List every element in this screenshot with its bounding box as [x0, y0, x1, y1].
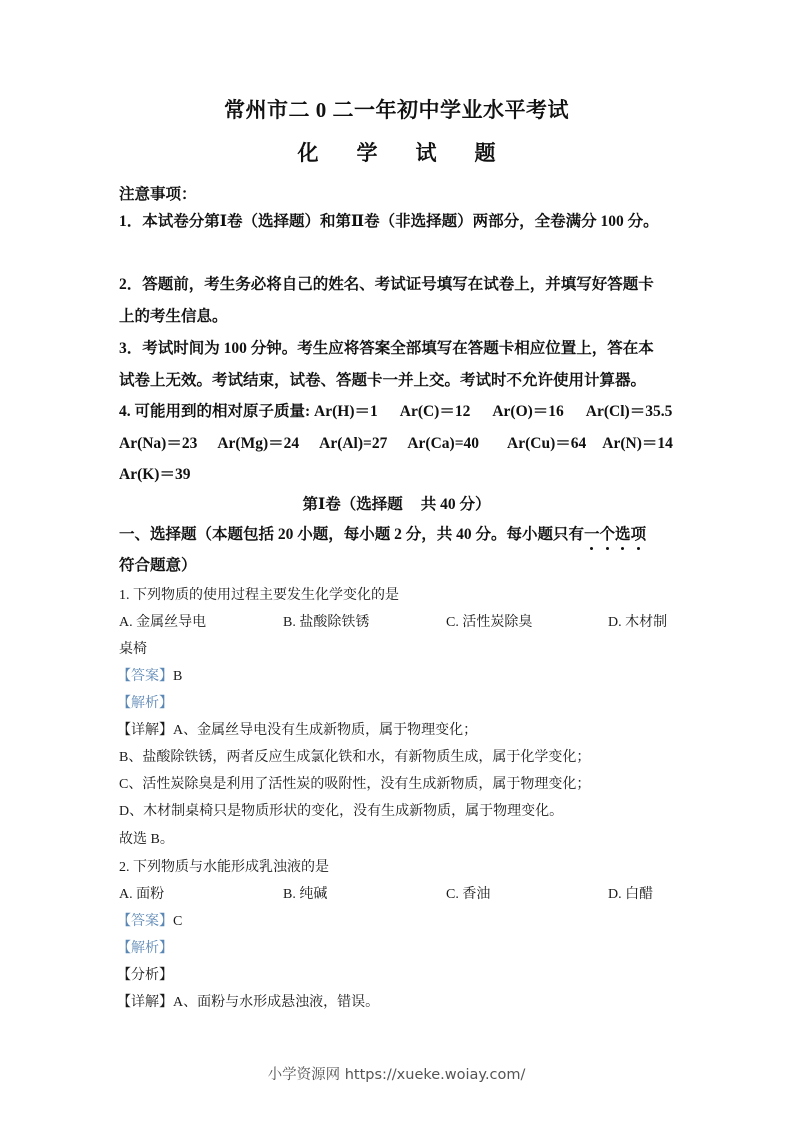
question-1-detail-line: 【详解】A、金属丝导电没有生成新物质，属于物理变化； — [117, 723, 478, 738]
note-item-3-line-1: 3．考试时间为 100 分钟。考生应将答案全部填写在答题卡相应位置上，答在本 — [119, 340, 654, 357]
note-item-4-line-1 — [119, 399, 672, 421]
option-d: D. 白醋 — [608, 887, 654, 902]
atomic-mass: Ar(Al)=27 — [319, 435, 388, 452]
emphasis-char: 个 — [600, 522, 616, 544]
question-1-detail-line: B、盐酸除铁锈，两者反应生成氯化铁和水，有新物质生成，属于化学变化； — [119, 750, 591, 765]
note-item-2-line-1: 2．答题前，考生务必将自己的姓名、考试证号填写在试卷上，并填写好答题卡 — [119, 276, 654, 293]
subtitle-char: 题 — [474, 141, 496, 165]
option-a: A. 面粉 — [119, 887, 165, 902]
option-c: C. 活性炭除臭 — [446, 615, 533, 630]
atomic-mass: Ar(C)＝12 — [399, 403, 471, 420]
exam-subtitle — [0, 137, 793, 167]
question-1-analysis-tag: 【解析】 — [117, 696, 173, 711]
atomic-mass: Ar(Na)＝23 — [119, 435, 198, 452]
section-instruction-line-1: 一、选择题（本题包括 20 小题，每小题 2 分，共 40 分。每小题只有一个选项 — [119, 522, 646, 544]
question-2-answer — [117, 910, 182, 930]
section-title: 第Ⅰ卷（选择题 共 40 分） — [302, 496, 491, 513]
atomic-mass: Ar(Ca)=40 — [407, 435, 480, 452]
answer-value: B — [173, 669, 183, 684]
note-item-1: 1．本试卷分第Ⅰ卷（选择题）和第Ⅱ卷（非选择题）两部分，全卷满分 100 分。 — [119, 213, 659, 230]
subtitle-char: 试 — [415, 141, 437, 165]
footer-watermark: 小学资源网 https://xueke.woiay.com/ — [267, 1067, 526, 1083]
atomic-mass: Ar(K)＝39 — [119, 466, 191, 483]
atomic-mass: Ar(Mg)＝24 — [217, 435, 300, 452]
atomic-mass-prefix: 4. 可能用到的相对原子质量: — [119, 403, 315, 420]
emphasis-char: 一 — [584, 522, 600, 544]
atomic-mass: Ar(H)＝1 — [314, 403, 378, 420]
option-d: D. 木材制 — [608, 615, 668, 630]
note-item-4-line-2 — [119, 431, 673, 453]
atomic-mass: Ar(O)＝16 — [492, 403, 564, 420]
answer-tag: 【答案】 — [117, 669, 173, 684]
option-b: B. 纯碱 — [283, 887, 328, 902]
option-b: B. 盐酸除铁锈 — [283, 615, 370, 630]
note-item-4-line-3 — [119, 462, 190, 484]
option-a: A. 金属丝导电 — [119, 615, 207, 630]
question-2-analysis-tag: 【解析】 — [117, 941, 173, 956]
option-c: C. 香油 — [446, 887, 491, 902]
notes-heading: 注意事项： — [119, 186, 197, 203]
atomic-mass: Ar(N)＝14 — [602, 435, 673, 452]
emphasis-char: 项 — [631, 522, 647, 544]
question-2-fenxi-tag: 【分析】 — [117, 968, 173, 983]
question-1-answer — [117, 665, 182, 685]
question-1-detail-line: C、活性炭除臭是利用了活性炭的吸附性，没有生成新物质，属于物理变化； — [119, 777, 591, 792]
question-1-stem: 1. 下列物质的使用过程主要发生化学变化的是 — [119, 588, 399, 603]
answer-tag: 【答案】 — [117, 914, 173, 929]
subtitle-char: 学 — [356, 141, 378, 165]
atomic-mass: Ar(Cu)＝64 — [507, 435, 587, 452]
question-1-option-continuation: 桌椅 — [119, 642, 147, 657]
emphasis-char: 选 — [615, 522, 631, 544]
question-1-detail-line: D、木材制桌椅只是物质形状的变化，没有生成新物质，属于物理变化。 — [119, 804, 564, 819]
note-item-2-line-2: 上的考生信息。 — [119, 308, 228, 325]
question-1-conclusion: 故选 B。 — [119, 832, 174, 847]
subtitle-char: 化 — [297, 141, 319, 165]
atomic-mass: Ar(Cl)＝35.5 — [585, 403, 673, 420]
question-2-stem: 2. 下列物质与水能形成乳浊液的是 — [119, 860, 329, 875]
question-2-detail-line: 【详解】A、面粉与水形成悬浊液，错误。 — [117, 995, 380, 1010]
note-item-3-line-2: 试卷上无效。考试结束，试卷、答题卡一并上交。考试时不允许使用计算器。 — [119, 372, 647, 389]
answer-value: C — [173, 914, 183, 929]
section-instruction-line-2: 符合题意） — [119, 557, 197, 574]
exam-title: 常州市二 0 二一年初中学业水平考试 — [224, 98, 569, 122]
